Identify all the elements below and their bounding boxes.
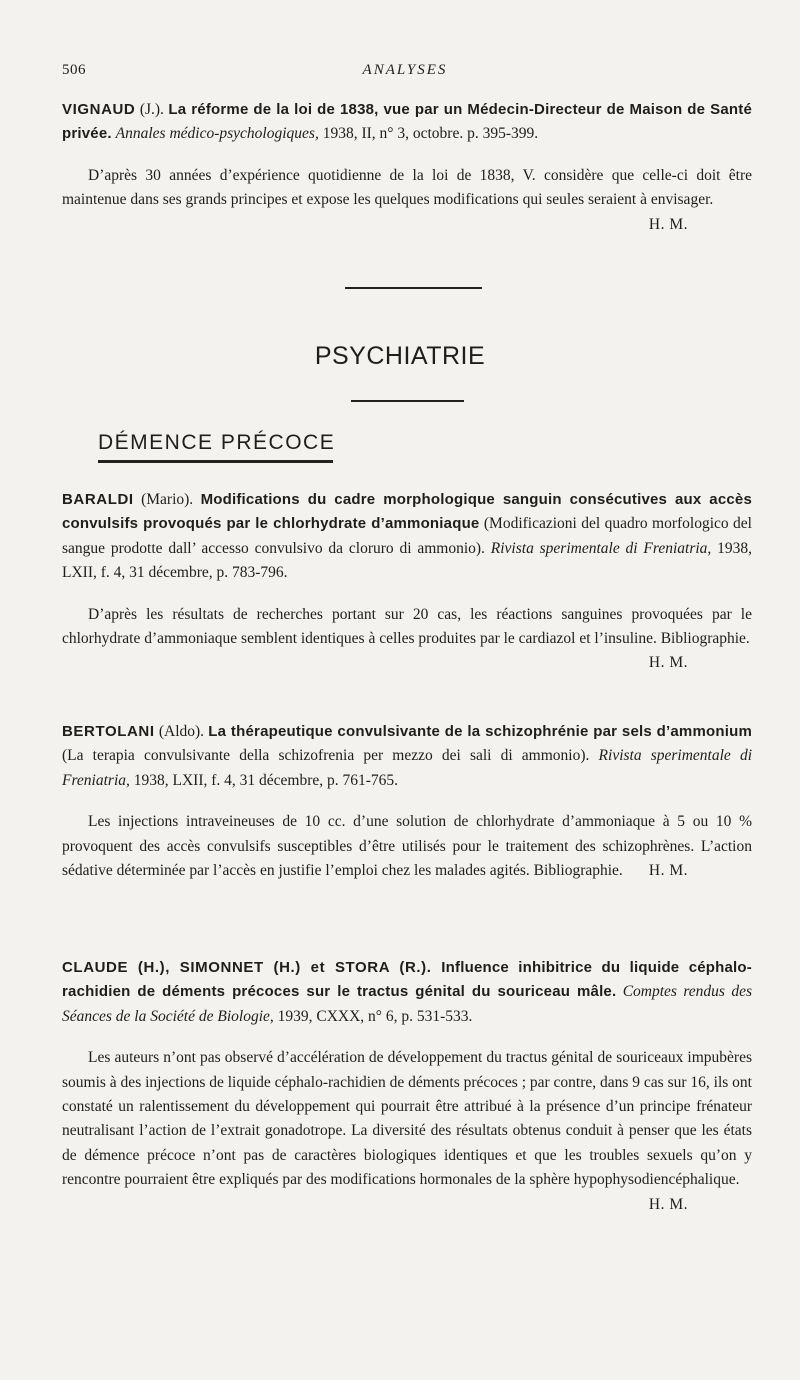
subsection-underline	[98, 460, 333, 463]
entry-authors: BERTOLANI	[62, 723, 155, 740]
entry-signature: H. M.	[648, 654, 688, 672]
entry-abstract: D’après 30 années d’expérience quotidienne de la loi de 1838, V. considère que celle-ci doit être maintenue dans ses grands principes et expose les quelques modifications qui seules seraient à envisager. H. M.	[62, 164, 752, 213]
citation	[62, 98, 752, 147]
entry-authors: CLAUDE (H.), SIMONNET (H.) et STORA (R.).	[62, 959, 442, 976]
entry-journal: Comptes rendus des Séances de la Société de Biologie,	[62, 983, 752, 1025]
entry-authors: VIGNAUD	[62, 101, 136, 118]
citation	[62, 720, 752, 793]
section-heading: PSYCHIATRIE	[314, 342, 486, 370]
entry-authors: BARALDI	[62, 491, 134, 508]
entry-abstract: Les injections intraveineuses de 10 cc. d’une solution de chlorhydrate d’ammoniaque à 5 ou 10 % provoquent des accès convulsifs susceptibles d’être utilisés pour le traitement des schizophrènes. L’action sédative déterminée par l’accès en justifie l’emploi chez les malades agités. Bibliographie. H. M.	[62, 810, 752, 883]
entry-journal: Annales médico-psychologiques,	[115, 125, 319, 143]
entry-abstract: D’après les résultats de recherches portant sur 20 cas, les réactions sanguines provoquées par le chlorhydrate d’ammoniaque semblent identiques à celles produites par le cardiazol et l’insuline. Bibliographie. H. M.	[62, 603, 752, 652]
entry-signature: H. M.	[648, 862, 688, 880]
entry-title: Modifications du cadre morphologique sanguin consécutives aux accès convulsifs provoqués par le chlorhydrate d’ammoniaque	[62, 491, 752, 533]
entry-details: 1938, LXII, f. 4, 31 décembre, p. 761-765.	[129, 771, 399, 789]
entry-subtitle: (La terapia convulsivante della schizofrenia per mezzo dei sali di ammonio).	[62, 747, 599, 765]
entry-details: 1938, LXII, f. 4, 31 décembre, p. 783-796.	[62, 539, 752, 582]
entry-abstract: Les auteurs n’ont pas observé d’accélération de développement du tractus génital de souriceaux impubères soumis à des injections de liquide céphalo-rachidien de déments précoces ; par contre, dans 9 cas sur 16, ils ont constaté un ralentissement du développement qui pourrait être attribué à la présence d’un principe frénateur neutralisant l’action de l’extrait gonadotrope. La diversité des résultats obtenus conduit à penser que les états de démence précoce n’ont pas de caractères biologiques identiques et que les troubles sexuels qu’on y rencontre pourraient être expliqués par des modifications hormonales de la sphère hypophysodiencéphalique. H. M.	[62, 1046, 752, 1192]
section-heading-rule	[351, 400, 464, 402]
citation	[62, 956, 752, 1029]
entry-details: 1939, CXXX, n° 6, p. 531-533.	[273, 1007, 473, 1025]
separator-rule	[345, 287, 482, 289]
running-head	[62, 62, 748, 84]
entry-journal: Rivista sperimentale di Freniatria,	[490, 539, 712, 557]
running-head-title: ANALYSES	[362, 62, 448, 78]
entry-details: 1938, II, n° 3, octobre. p. 395-399.	[318, 125, 539, 143]
subsection-heading: DÉMENCE PRÉCOCE	[98, 431, 336, 454]
citation	[62, 488, 752, 586]
entry-baraldi	[62, 488, 752, 676]
entry-signature: H. M.	[648, 1195, 688, 1213]
entry-title: La réforme de la loi de 1838, vue par un Médecin-Directeur de Maison de Santé privée.	[62, 101, 753, 143]
entry-title: Influence inhibitrice du liquide céphalo-rachidien de déments précoces sur le tractus génital du souriceau mâle.	[62, 959, 752, 1001]
entry-authors-initials: (Mario).	[133, 491, 201, 508]
entry-subtitle: (Modificazioni del quadro morfologico del sangue prodotte dall’ accesso convulsivo da cloruro di ammonio).	[62, 515, 752, 557]
entry-authors-initials: (Aldo).	[154, 723, 209, 740]
entry-journal: Rivista sperimentale di Freniatria,	[62, 747, 753, 789]
entry-authors-initials: (J.).	[135, 101, 169, 118]
entry-signature: H. M.	[648, 215, 688, 233]
entry-vignaud	[62, 98, 752, 237]
page-number: 506	[62, 62, 86, 78]
entry-bertolani	[62, 720, 752, 883]
entry-claude	[62, 956, 752, 1217]
entry-title: La thérapeutique convulsivante de la schizophrénie par sels d’ammonium	[208, 723, 752, 740]
